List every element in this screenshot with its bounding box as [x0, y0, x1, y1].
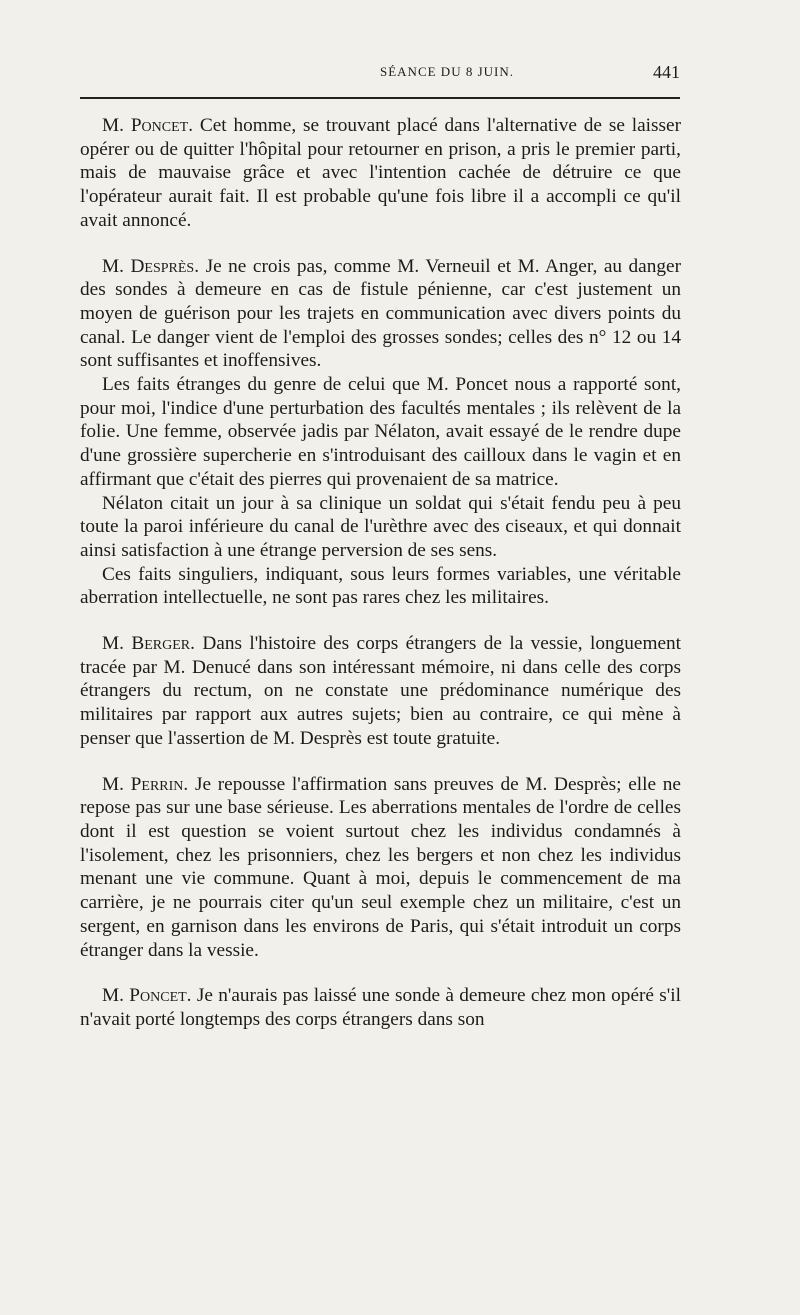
page-header: [80, 64, 680, 88]
speaker-name: M. Poncet.: [102, 115, 194, 136]
speaker-name: M. Desprès.: [102, 255, 200, 277]
header-rule: [80, 97, 680, 99]
paragraph-perrin: [80, 773, 681, 963]
paragraph-text: Je repousse l'affirmation sans preuves de M. Desprès; elle ne repose pas sur une base sérieuse. Les aberrations mentales de l'ordre de celles dont il est question se voient surtout chez les individus condamnés à l'isolement, chez les prisonniers, chez les bergers et non chez les individus menant une vie commune. Quant à moi, depuis le commencement de ma carrière, je ne pourrais citer qu'un seul exemple chez un militaire, c'est un sergent, en garnison dans les environs de Paris, qui s'était introduit un corps étranger dans la vessie.: [80, 773, 681, 961]
paragraph-berger: [80, 632, 681, 751]
running-title: SÉANCE DU 8 JUIN.: [380, 64, 514, 79]
paragraph-despres-4: Ces faits singuliers, indiquant, sous leurs formes variables, une véritable aberration intellectuelle, ne sont pas rares chez les militaires.: [80, 563, 681, 609]
paragraph-text: Dans l'histoire des corps étrangers de la vessie, longuement tracée par M. Denucé dans son intéressant mémoire, ni dans celle des corps étrangers du rectum, on ne constate une prédominance numérique des militaires par rapport aux autres sujets; bien au contraire, ce qui mène à penser que l'assertion de M. Desprès est toute gratuite.: [80, 633, 681, 749]
paragraph-poncet-1: [80, 114, 681, 233]
paragraph-text: Cet homme, se trouvant placé dans l'alternative de se laisser opérer ou de quitter l'hôpital pour retourner en prison, a pris le premier parti, mais de mauvaise grâce et avec l'intention cachée de détruire ce que l'opérateur aurait fait. Il est probable qu'une fois libre il a accompli ce qu'il avait annoncé.: [80, 115, 681, 231]
speaker-name: M. Perrin.: [102, 773, 189, 795]
page-number: 441: [653, 62, 680, 82]
body-text: [80, 114, 681, 1032]
paragraph-text: Je ne crois pas, comme M. Verneuil et M. Anger, au danger des sondes à demeure en cas de fistule pénienne, car c'est justement un moyen de guérison pour les trajets en communication avec divers points du canal. Le danger vient de l'emploi des grosses sondes; celles des n° 12 ou 14 sont suffisantes et inoffensives.: [80, 255, 681, 372]
paragraph-despres-2: Les faits étranges du genre de celui que M. Poncet nous a rapporté sont, pour moi, l'indice d'une perturbation des facultés mentales ; ils relèvent de la folie. Une femme, observée jadis par Nélaton, avait essayé de le rendre dupe d'une grossière supercherie en s'introduisant des cailloux dans le vagin et en affirmant que c'était des pierres qui provenaient de sa matrice.: [80, 374, 681, 490]
speaker-name: M. Berger.: [102, 633, 195, 655]
speaker-name: M. Poncet.: [102, 985, 192, 1007]
paragraph-text: Je n'aurais pas laissé une sonde à demeure chez mon opéré s'il n'avait porté longtemps des corps étrangers dans son: [80, 985, 681, 1030]
paragraph-despres-3: Nélaton citait un jour à sa clinique un soldat qui s'était fendu peu à peu toute la paroi inférieure du canal de l'urèthre avec des ciseaux, et qui donnait ainsi satisfaction à une étrange perversion de ses sens.: [80, 492, 681, 561]
paragraph-despres-1: [80, 255, 681, 374]
paragraph-poncet-2: [80, 984, 681, 1031]
